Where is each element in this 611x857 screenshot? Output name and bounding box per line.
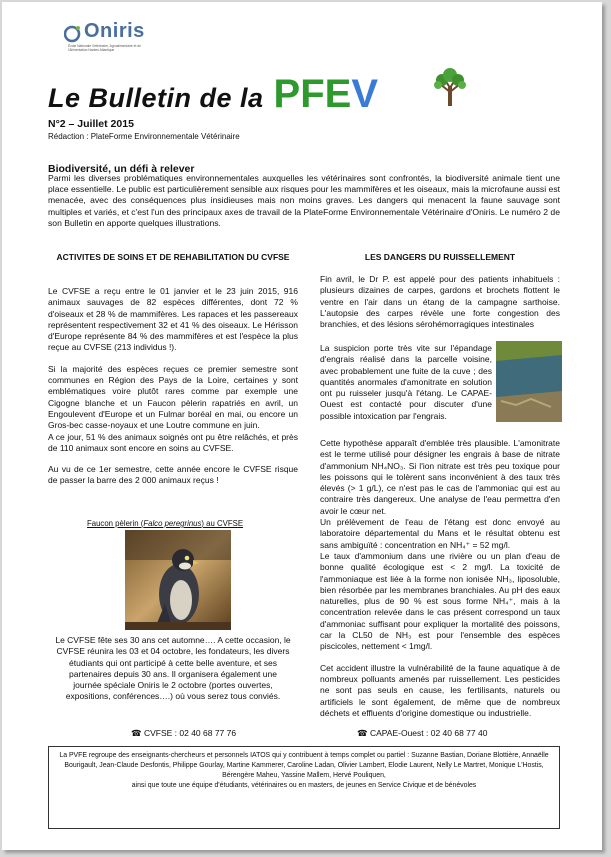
right-paragraph: Fin avril, le Dr P. est appelé pour des patients inhabituels : plusieurs dizaines de carpes, gardons et brochets flottent le ventre en l'air dans un étang de la campagne sarthoise. L'autopsie des carpes révèle une forte congestion des branchies, et des lésions sérohémorragiques intestinales	[320, 274, 560, 330]
oniris-logo	[62, 20, 152, 60]
oniris-logo-mark-icon	[64, 24, 84, 44]
right-paragraph: Le taux d'ammonium dans une rivière ou un plan d'eau de bonne qualité écologique est < 2 mg/l. La toxicité de l'ammoniaque est liée à la forme non ionisée NH₃, liposoluble, bien résorbée par les membranes branchiales. Au pH des eaux naturelles, plus de 90 % est sous forme NH₄⁺, mais à la concentration relevée dans le cas présent correspond un taux d'ammoniac suffisant pour expliquer la mortalité des poissons, car la CL50 de NH₃ est pour l'ensemble des espèces piscicoles, nettement < 1mg/l.	[320, 550, 560, 652]
contact-bar	[48, 728, 560, 740]
anniversary-text: Le CVFSE fête ses 30 ans cet automne…. A cette occasion, le CVFSE réunira les 03 et 04 octobre, les fondateurs, les divers étudiants qui ont participé à cette belle aventure, et ses partenaires depuis 30 ans. Il organisera également une journée spéciale Oniris le 2 octobre (portes ouvertes, expositions, conférences….) où vous serez tous conviés.	[55, 635, 291, 702]
footer-last-line: ainsi que toute une équipe d'étudiants, vétérinaires ou en masters, de jeunes en Service Civique et de bénévoles	[131, 782, 477, 789]
right-column-top	[320, 274, 560, 330]
tree-icon	[432, 68, 468, 108]
left-paragraph: Le CVFSE a reçu entre le 01 janvier et le 23 juin 2015, 916 animaux sauvages de 82 espèces différentes, dont 72 % d'oiseaux et 28 % de mammifères. Les rapaces et les passereaux représentent respectivement 32 et 41 % des oiseaux. Le Hérisson d'Europe représente 84 % des mammifères et est l'espèce la plus reçue au CVFSE (213 individus !).	[48, 286, 298, 353]
right-paragraph: Cet accident illustre la vulnérabilité de la faune aquatique à de nombreux polluants amenés par ruissellement. Les pesticides ne sont pas seuls en cause, les fertilisants, naturels ou artificiels le sont également, de même que de nombreux déchets et effluents d'origine domestique ou industrielle.	[320, 662, 560, 718]
intro-title: Biodiversité, un défi à relever	[48, 163, 195, 175]
bulletin-title	[48, 72, 378, 117]
footer-box	[48, 746, 560, 829]
right-paragraph: Un prélèvement de l'eau de l'étang est donc envoyé au laboratoire départemental du Mans et le résultat obtenu est sans ambiguïté : concentration en NH₄⁺ = 52 mg/l.	[320, 517, 560, 550]
left-column	[48, 286, 298, 487]
title-prefix: Le Bulletin de la	[48, 83, 264, 113]
right-paragraph: La suspicion porte très vite sur l'épandage d'engrais réalisé dans la parcelle voisine, avec probablement une fuite de la cuve ; des quantités anormales d'amonitrate en solution ont pu ruisseler jusqu'à l'étang. Le CAPAE-Ouest est contacté pour discuter d'une possible intoxication par l'engrais.	[320, 343, 492, 421]
right-paragraph: Cette hypothèse apparaît d'emblée très plausible. L'amonitrate est le terme utilisé pour désigner les engrais à base de nitrate d'ammonium NH₄NO₃. Si l'ion nitrate est très peu toxique pour les poissons qui le tolèrent sans inconvénient à des taux très élevés (> 1 g/L), ce n'est pas le cas de l'ammoniac qui est au contraire très dangereux. Une analyse de l'eau permettra d'en avoir le cœur net.	[320, 438, 560, 516]
falcon-photo	[125, 530, 231, 630]
contact-cvfse: ☎ CVFSE : 02 40 68 77 76	[131, 728, 237, 738]
left-paragraph: Si la majorité des espèces reçues ce premier semestre sont communes en Région des Pays de la Loire, certaines y sont emblématiques voire plutôt rares comme par exemple une Cigogne blanche et un Faucon pèlerin rapatriés en avril, un Engoulevent d'Europe et un Fulmar boréal en mai, ou encore un Gros-bec casse-noyaux et une Loutre commune en juin.	[48, 363, 298, 431]
pond-photo	[496, 341, 562, 422]
contact-capae: ☎ CAPAE-Ouest : 02 40 68 77 40	[357, 728, 488, 738]
left-paragraph: Au vu de ce 1er semestre, cette année encore le CVFSE risque de passer la barre des 2 000 animaux reçus !	[48, 464, 298, 486]
intro-text: Parmi les diverses problématiques environnementales auxquelles les vétérinaires sont confrontés, la biodiversité animale tient une place essentielle. Le public est particulièrement sensible aux risques pour les mammifères et les oiseaux, mais la microfaune aussi est menacée, avec des conséquences plus insidieuses mais non moins graves. Les dangers qui menacent la faune sauvage sont multiples et variés, et c'est l'un des principaux axes de travail de la PlateForme Environnementale Vétérinaire d'Oniris. Le numéro 2 de son Bulletin en apporte quelques illustrations.	[48, 173, 560, 228]
left-column-heading: ACTIVITES DE SOINS ET DE REHABILITATION DU CVFSE	[56, 252, 290, 262]
title-pfe: PFE	[273, 72, 352, 116]
right-column-bottom	[320, 438, 560, 719]
left-anniversary	[48, 635, 298, 703]
issue-number: N°2 – Juillet 2015	[48, 118, 134, 130]
footer-text: La PVFE regroupe des enseignants-chercheurs et personnels IATOS qui y contribuent à temps complet ou partiel : Suzanne Bastian, Doriane Blottière, Annaëlle Bourigault, Jean-Claude Desfontis, Philippe Gourlay, Martine Kammerer, Caroline Ladan, Olivier Lambert, Elodie Laurent, Nelly Le Martret, Monique L'Hostis, Bérengère Maheu, Yassine Mallem, Hervé Pouliquen,	[59, 752, 549, 779]
left-paragraph: A ce jour, 51 % des animaux soignés ont pu être relâchés, et près de 110 animaux sont encore en soins au CVFSE.	[48, 431, 298, 453]
right-column-heading: LES DANGERS DU RUISSELLEMENT	[364, 252, 516, 262]
oniris-logo-subtitle: École Nationale Vétérinaire, Agroalimentaire et de l'Alimentation Nantes Atlantique	[68, 44, 141, 52]
oniris-logo-word: Oniris	[84, 20, 145, 42]
redaction-line: Rédaction : PlateForme Environnementale Vétérinaire	[48, 132, 240, 141]
falcon-caption: Faucon pèlerin (Falco peregrinus) au CVFSE	[87, 519, 244, 528]
title-v: V	[351, 72, 379, 116]
right-column-mid	[320, 343, 492, 422]
bulletin-page	[2, 2, 602, 850]
